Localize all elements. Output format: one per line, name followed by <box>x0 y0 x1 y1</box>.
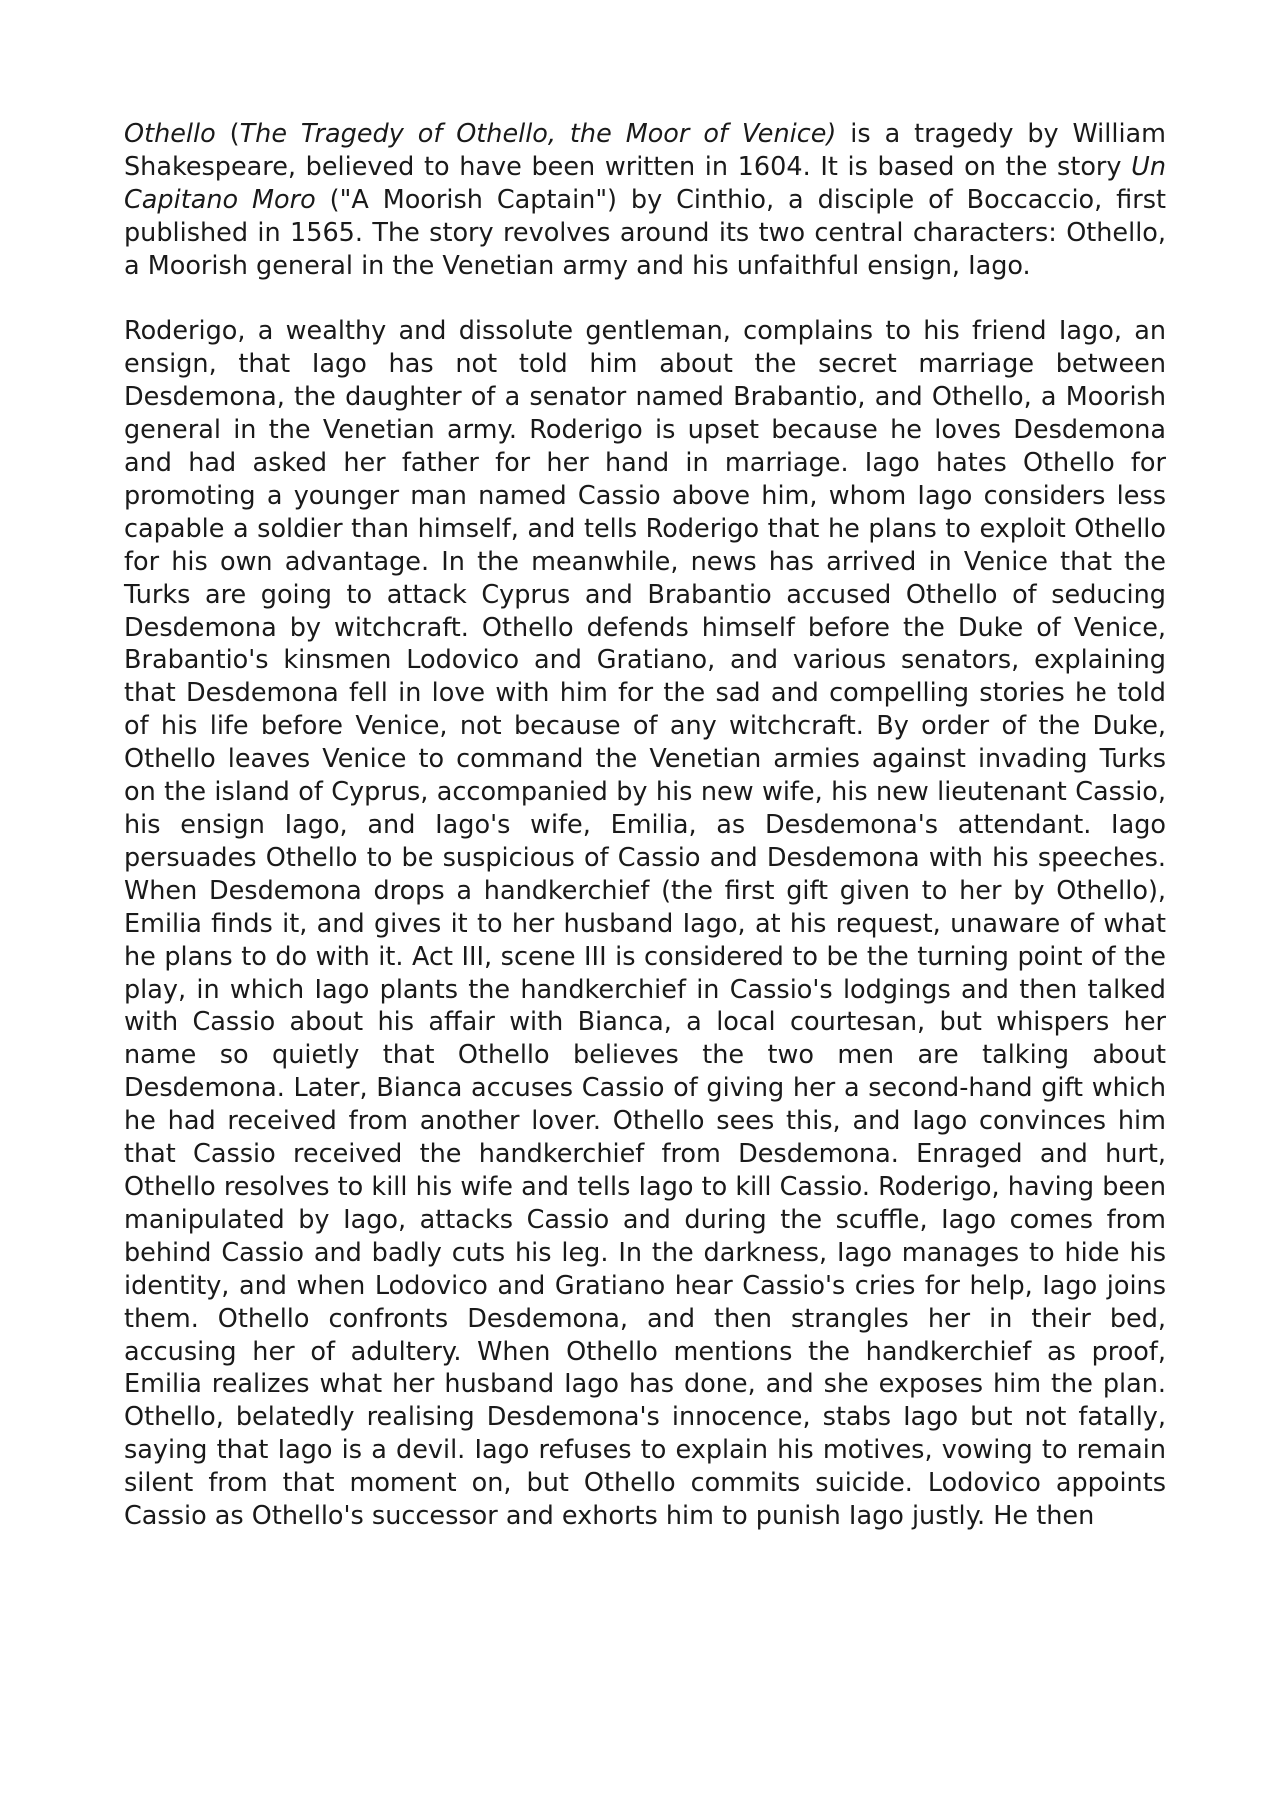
intro-text-1: is a tragedy by William Shakespeare, believed to have been written in 1604. It is based on the story <box>124 119 1166 182</box>
play-full-title: The Tragedy of Othello, the Moor of Venice) <box>239 119 837 149</box>
play-title: Othello <box>124 119 216 149</box>
intro-paragraph <box>124 118 1166 283</box>
intro-text-2: ("A Moorish Captain") by Cinthio, a disciple of Boccaccio, first published in 1565. The story revolves around its two central characters: Othello, a Moorish general in the Venetian army and his unfaithful ensign, Iago. <box>124 184 1167 281</box>
synopsis-paragraph: Roderigo, a wealthy and dissolute gentleman, complains to his friend Iago, an ensign, that Iago has not told him about the secret marriage between Desdemona, the daughter of a senator named Brabantio, and Othello, a Moorish general in the Venetian army. Roderigo is upset because he loves Desdemona and had asked her father for her hand in marriage. Iago hates Othello for promoting a younger man named Cassio above him, whom Iago considers less capable a soldier than himself, and tells Roderigo that he plans to exploit Othello for his own advantage. In the meanwhile, news has arrived in Venice that the Turks are going to attack Cyprus and Brabantio accused Othello of seducing Desdemona by witchcraft. Othello defends himself before the Duke of Venice, Brabantio's kinsmen Lodovico and Gratiano, and various senators, explaining that Desdemona fell in love with him for the sad and compelling stories he told of his life before Venice, not because of any witchcraft. By order of the Duke, Othello leaves Venice to command the Venetian armies against invading Turks on the island of Cyprus, accompanied by his new wife, his new lieutenant Cassio, his ensign Iago, and Iago's wife, Emilia, as Desdemona's attendant. Iago persuades Othello to be suspicious of Cassio and Desdemona with his speeches. When Desdemona drops a handkerchief (the first gift given to her by Othello), Emilia finds it, and gives it to her husband Iago, at his request, unaware of what he plans to do with it. Act III, scene III is considered to be the turning point of the play, in which Iago plants the handkerchief in Cassio's lodgings and then talked with Cassio about his affair with Bianca, a local courtesan, but whispers her name so quietly that Othello believes the two men are talking about Desdemona. Later, Bianca accuses Cassio of giving her a second-hand gift which he had received from another lover. Othello sees this, and Iago convinces him that Cassio received the handkerchief from Desdemona. Enraged and hurt, Othello resolves to kill his wife and tells Iago to kill Cassio. Roderigo, having been manipulated by Iago, attacks Cassio and during the scuffle, Iago comes from behind Cassio and badly cuts his leg. In the darkness, Iago manages to hide his identity, and when Lodovico and Gratiano hear Cassio's cries for help, Iago joins them. Othello confronts Desdemona, and then strangles her in their bed, accusing her of adultery. When Othello mentions the handkerchief as proof, Emilia realizes what her husband Iago has done, and she exposes him the plan. Othello, belatedly realising Desdemona's innocence, stabs Iago but not fatally, saying that Iago is a devil. Iago refuses to explain his motives, vowing to remain silent from that moment on, but Othello commits suicide. Lodovico appoints Cassio as Othello's successor and exhorts him to punish Iago justly. He then <box>124 316 1166 1532</box>
document-page <box>124 118 1166 1533</box>
source-title: Un Capitano Moro <box>124 151 1166 215</box>
intro-separator: ( <box>215 119 240 149</box>
